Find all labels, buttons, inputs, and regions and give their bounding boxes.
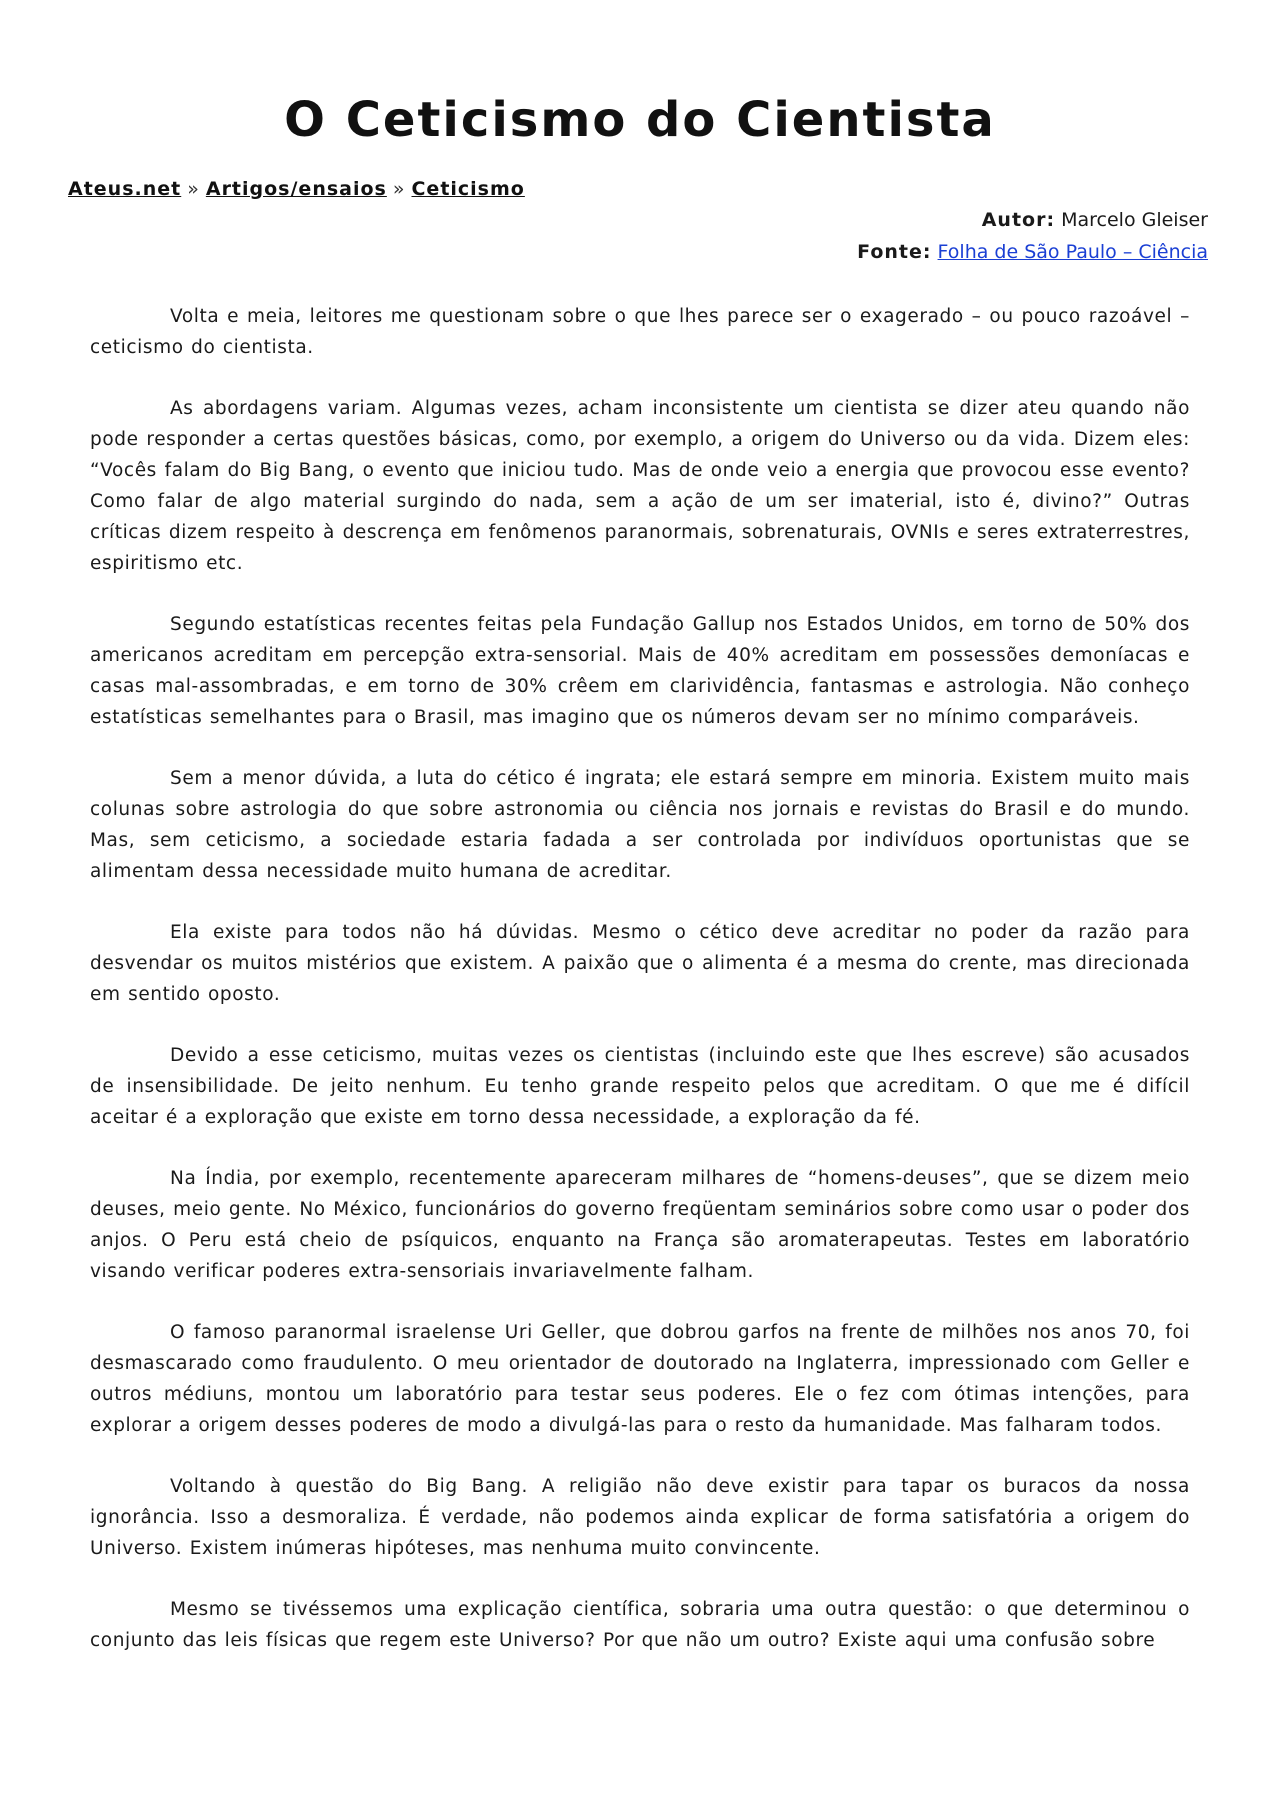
article-body [90,301,1190,1686]
paragraph: Segundo estatísticas recentes feitas pela Fundação Gallup nos Estados Unidos, em torno de 50% dos americanos acreditam em percepção extra-sensorial. Mais de 40% acreditam em possessões demoníacas e casas mal-assombradas, e em torno de 30% crêem em clarividência, fantasmas e astrologia. Não conheço estatísticas semelhantes para o Brasil, mas imagino que os números devam ser no mínimo comparáveis. [90,614,1190,728]
author-name: Marcelo Gleiser [1061,209,1208,231]
source-label: Fonte: [857,241,932,263]
paragraph: Devido a esse ceticismo, muitas vezes os cientistas (incluindo este que lhes escreve) são acusados de insensibilidade. De jeito nenhum. Eu tenho grande respeito pelos que acreditam. O que me é difícil aceitar é a exploração que existe em torno dessa necessidade, a exploração da fé. [90,1045,1190,1128]
breadcrumb-link-artigos[interactable]: Artigos/ensaios [205,178,387,200]
page-title: O Ceticismo do Cientista [284,92,996,148]
author-line [982,209,1208,231]
paragraph: O famoso paranormal israelense Uri Geller, que dobrou garfos na frente de milhões nos anos 70, foi desmascarado como fraudulento. O meu orientador de doutorado na Inglaterra, impressionado com Geller e outros médiuns, montou um laboratório para testar seus poderes. Ele o fez com ótimas intenções, para explorar a origem desses poderes de modo a divulgá-las para o resto da humanidade. Mas falharam todos. [90,1322,1190,1436]
paragraph: Na Índia, por exemplo, recentemente apareceram milhares de “homens-deuses”, que se dizem meio deuses, meio gente. No México, funcionários do governo freqüentam seminários sobre como usar o poder dos anjos. O Peru está cheio de psíquicos, enquanto na França são aromaterapeutas. Testes em laboratório visando verificar poderes extra-sensoriais invariavelmente falham. [90,1168,1190,1282]
source-line [857,241,1208,263]
breadcrumb-separator: » [187,178,200,200]
breadcrumb [68,178,525,200]
paragraph: As abordagens variam. Algumas vezes, acham inconsistente um cientista se dizer ateu quando não pode responder a certas questões básicas, como, por exemplo, a origem do Universo ou da vida. Dizem eles: “Vocês falam do Big Bang, o evento que iniciou tudo. Mas de onde veio a energia que provocou esse evento? Como falar de algo material surgindo do nada, sem a ação de um ser imaterial, isto é, divino?” Outras críticas dizem respeito à descrença em fenômenos paranormais, sobrenaturais, OVNIs e seres extraterrestres, espiritismo etc. [90,398,1190,574]
paragraph: Volta e meia, leitores me questionam sobre o que lhes parece ser o exagerado – ou pouco razoável – ceticismo do cientista. [90,306,1190,358]
breadcrumb-link-ateus[interactable]: Ateus.net [68,178,182,200]
paragraph: Ela existe para todos não há dúvidas. Mesmo o cético deve acreditar no poder da razão para desvendar os muitos mistérios que existem. A paixão que o alimenta é a mesma do crente, mas direcionada em sentido oposto. [90,922,1190,1005]
paragraph: Sem a menor dúvida, a luta do cético é ingrata; ele estará sempre em minoria. Existem muito mais colunas sobre astrologia do que sobre astronomia ou ciência nos jornais e revistas do Brasil e do mundo. Mas, sem ceticismo, a sociedade estaria fadada a ser controlada por indivíduos oportunistas que se alimentam dessa necessidade muito humana de acreditar. [90,768,1190,882]
paragraph: Voltando à questão do Big Bang. A religião não deve existir para tapar os buracos da nossa ignorância. Isso a desmoraliza. É verdade, não podemos ainda explicar de forma satisfatória a origem do Universo. Existem inúmeras hipóteses, mas nenhuma muito convincente. [90,1476,1190,1559]
source-link[interactable]: Folha de São Paulo – Ciência [937,241,1208,263]
breadcrumb-separator: » [392,178,406,200]
breadcrumb-link-ceticismo[interactable]: Ceticismo [411,178,525,200]
author-label: Autor: [981,209,1056,231]
paragraph: Mesmo se tivéssemos uma explicação científica, sobraria uma outra questão: o que determinou o conjunto das leis físicas que regem este Universo? Por que não um outro? Existe aqui uma confusão sobre [90,1599,1190,1651]
